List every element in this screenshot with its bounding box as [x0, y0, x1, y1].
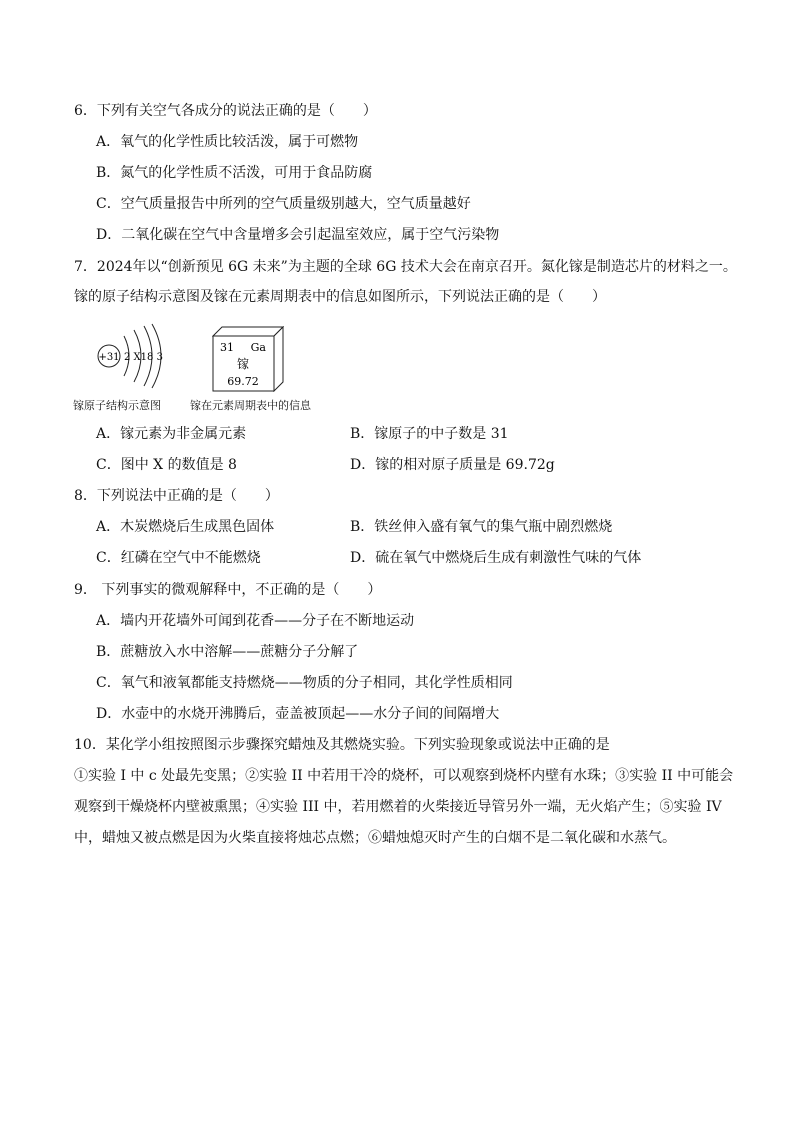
q9-option-a: A．墙内开花墙外可闻到花香——分子在不断地运动: [96, 613, 415, 629]
electron-counts: 2 X18 3: [124, 352, 163, 363]
q7-stem-line2: 镓的原子结构示意图及镓在元素周期表中的信息如图所示，下列说法正确的是（ ）: [74, 289, 606, 305]
q10-stem: 10．某化学小组按照图示步骤探究蜡烛及其燃烧实验。下列实验现象或说法中正确的是: [74, 737, 610, 753]
q9-option-b: B．蔗糖放入水中溶解——蔗糖分子分解了: [96, 644, 359, 660]
atom-diagram-caption: 镓原子结构示意图: [73, 399, 161, 412]
q8-option-d: D．硫在氧气中燃烧后生成有刺激性气味的气体: [350, 550, 642, 566]
element-cell-caption: 镓在元素周期表中的信息: [190, 399, 311, 412]
q6-option-d: D．二氧化碳在空气中含量增多会引起温室效应，属于空气污染物: [96, 227, 500, 243]
q6-option-b: B．氮气的化学性质不活泼，可用于食品防腐: [96, 165, 373, 181]
q6-stem: 6．下列有关空气各成分的说法正确的是（ ）: [74, 103, 377, 119]
q6-option-c: C．空气质量报告中所列的空气质量级别越大，空气质量越好: [96, 196, 471, 212]
atomic-mass: 69.72: [227, 375, 259, 388]
element-name: 镓: [236, 357, 250, 371]
q9-option-d: D．水壶中的水烧开沸腾后，壶盖被顶起——水分子间的间隔增大: [96, 706, 500, 722]
q6-option-a: A．氧气的化学性质比较活泼，属于可燃物: [96, 134, 359, 150]
q7-stem-line1: 7．2024年以“创新预见 6G 未来”为主题的全球 6G 技术大会在南京召开。氮化镓是制造芯片的材料之一。: [74, 259, 737, 275]
q8-option-c: C．红磷在空气中不能燃烧: [96, 550, 261, 566]
cell-top-face: [213, 327, 283, 336]
q7-option-a: A．镓元素为非金属元素: [96, 426, 247, 442]
q9-stem: 9． 下列事实的微观解释中，不正确的是（ ）: [74, 582, 382, 598]
q8-option-b: B．铁丝伸入盛有氧气的集气瓶中剧烈燃烧: [350, 519, 613, 535]
gallium-element-cell: [212, 326, 284, 392]
q10-line-1: ①实验 I 中 c 处最先变黑；②实验 II 中若用干冷的烧杯，可以观察到烧杯内壁有水珠；③实验 II 中可能会: [74, 768, 734, 784]
nucleus-charge: +31: [98, 352, 120, 363]
atomic-number: 31: [220, 341, 234, 354]
q8-option-a: A．木炭燃烧后生成黑色固体: [96, 519, 275, 535]
q10-line-2: 观察到干燥烧杯内壁被熏黑；④实验 III 中，若用燃着的火柴接近导管另外一端，无火焰产生；⑤实验 IV: [74, 799, 722, 815]
q10-line-3: 中，蜡烛又被点燃是因为火柴直接将烛芯点燃；⑥蜡烛熄灭时产生的白烟不是二氧化碳和水蒸气。: [74, 830, 676, 846]
q7-option-c: C．图中 X 的数值是 8: [96, 457, 237, 473]
gallium-atom-diagram: [92, 322, 172, 392]
q7-option-b: B．镓原子的中子数是 31: [350, 426, 509, 442]
element-symbol: Ga: [250, 341, 266, 354]
q8-stem: 8．下列说法中正确的是（ ）: [74, 488, 279, 504]
cell-side-face: [274, 327, 283, 391]
q7-option-d: D．镓的相对原子质量是 69.72g: [350, 457, 555, 473]
q9-option-c: C．氧气和液氧都能支持燃烧——物质的分子相同，其化学性质相同: [96, 675, 513, 691]
